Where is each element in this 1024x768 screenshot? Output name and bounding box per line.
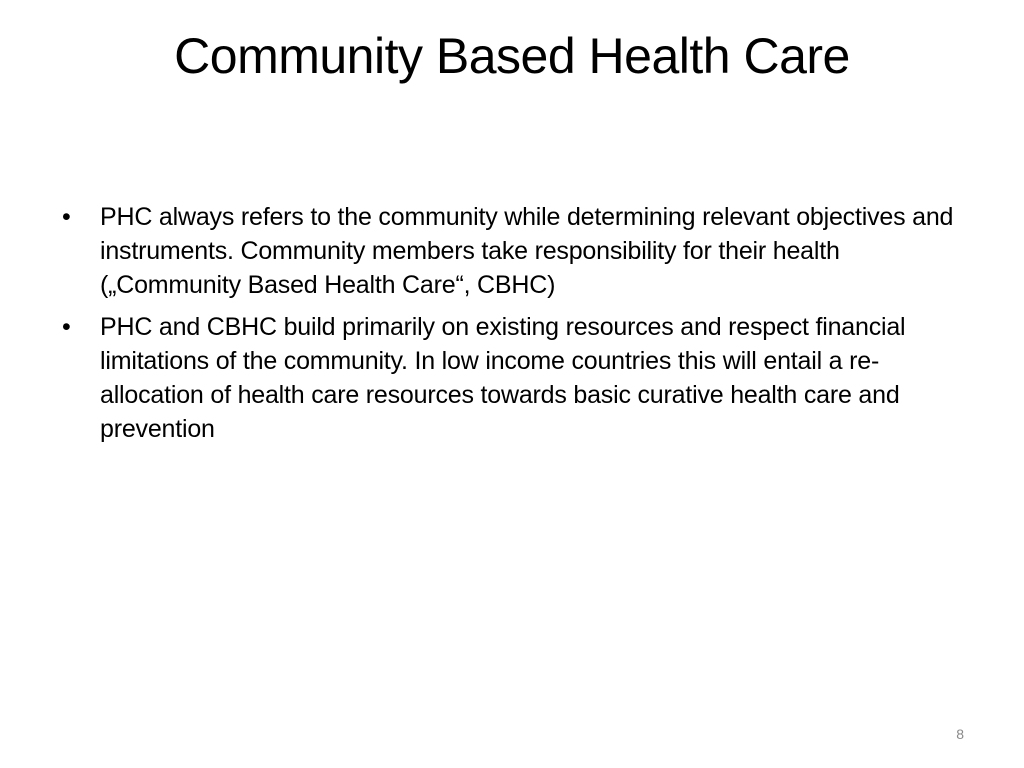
bullet-icon: • xyxy=(62,203,71,231)
bullet-list xyxy=(62,200,962,454)
bullet-item xyxy=(62,310,962,446)
bullet-icon: • xyxy=(62,313,71,341)
bullet-text: PHC and CBHC build primarily on existing resources and respect financial limitations of the community. In low income countries this will entail a re-allocation of health care resources towards basic curative health care and prevention xyxy=(100,313,906,443)
bullet-text: PHC always refers to the community while determining relevant objectives and instruments. Community members take responsibility for their health („Community Based Health Care“, CBHC) xyxy=(100,203,954,299)
slide-title: Community Based Health Care xyxy=(174,28,850,84)
slide-number: 8 xyxy=(956,726,964,742)
bullet-item xyxy=(62,200,962,302)
